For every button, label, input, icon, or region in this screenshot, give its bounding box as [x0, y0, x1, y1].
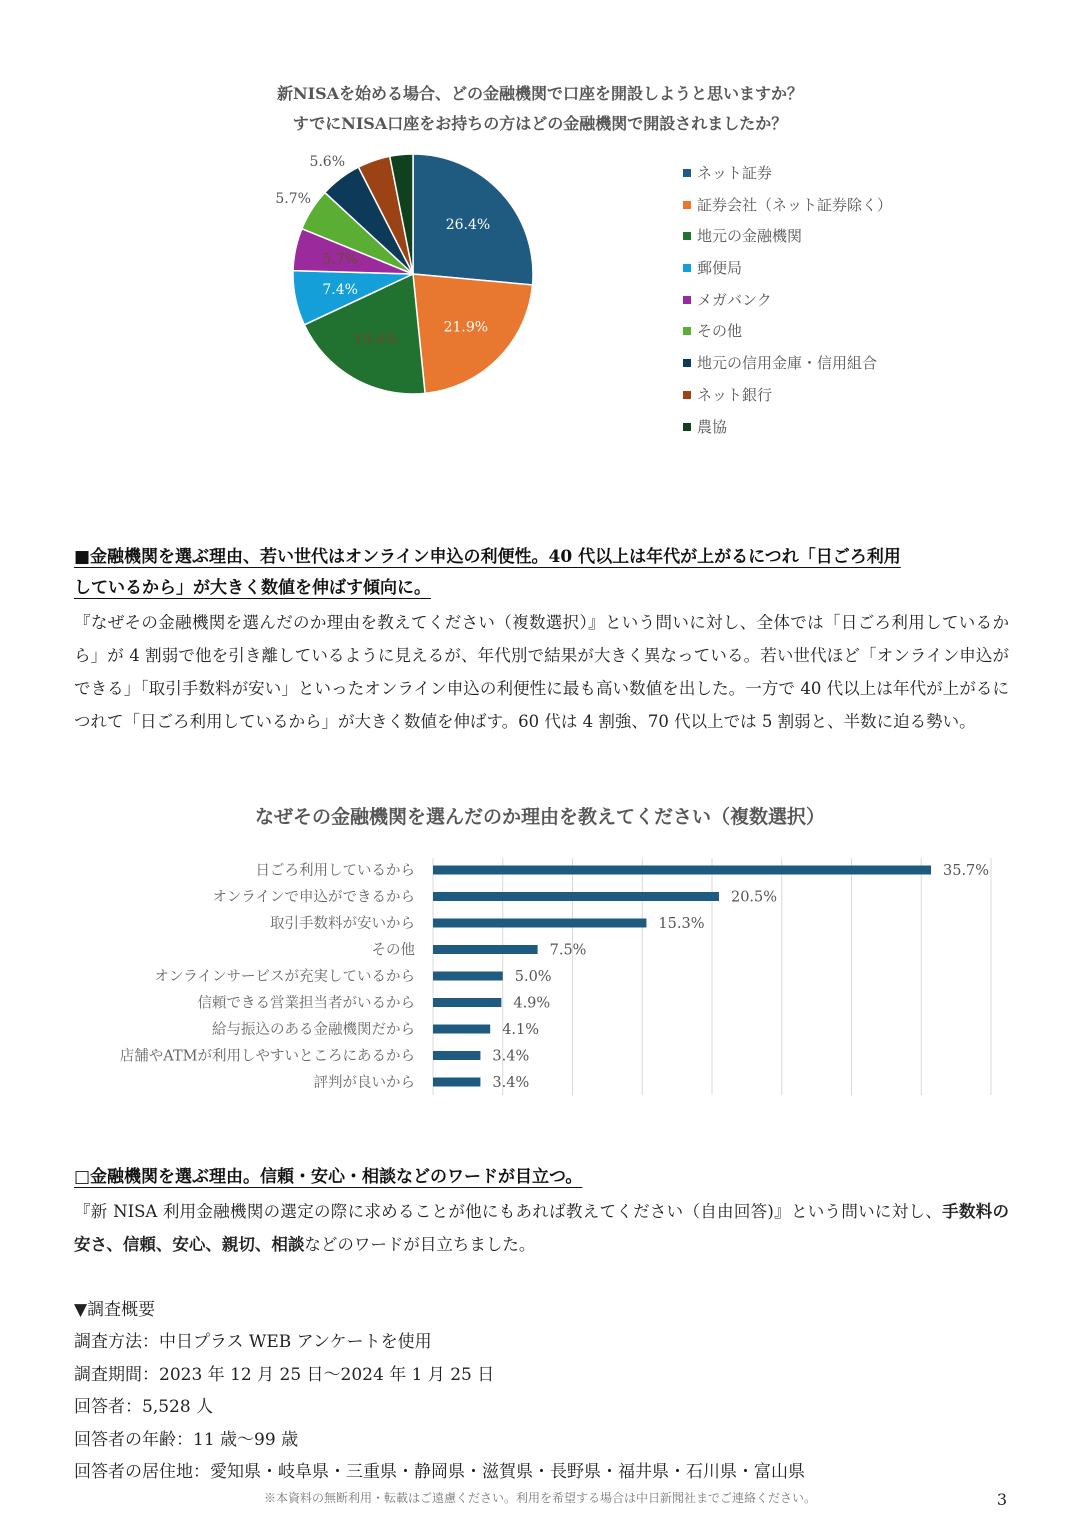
bar-category-label-4: その他 [371, 942, 415, 959]
legend-swatch [683, 232, 691, 240]
bar-value-label-3: 15.3% [658, 916, 705, 932]
bar-category-label-3: 取引手数料が安いから [270, 916, 415, 932]
bar-value-label-4: 7.5% [549, 942, 587, 959]
keyword-sep1: 、 [106, 1235, 123, 1254]
bar-chart-title: なぜその金融機関を選んだのか理由を教えてください（複数選択） [254, 806, 825, 828]
section1-heading [74, 542, 1009, 604]
pie-data-label-6: 5.7% [275, 190, 311, 207]
section2-body-part1: 『新 NISA 利用金融機関の選定の際に求めることが他にもあれば教えてください（自由回答)』という問いに対し、 [74, 1202, 943, 1221]
survey-respondents: 回答者：5,528 人 [74, 1397, 214, 1417]
keyword-kindness: 親切 [221, 1235, 255, 1254]
legend-item-8 [683, 380, 892, 412]
legend-swatch [683, 327, 691, 335]
pie-data-label-4: 7.4% [322, 282, 358, 299]
survey-residence: 回答者の居住地：愛知県・岐阜県・三重県・静岡県・滋賀県・長野県・福井県・石川県・富山県 [74, 1462, 805, 1482]
bar-value-label-7: 4.1% [502, 1022, 540, 1038]
bar-category-label-8: 店舗やATMが利用しやすいところにあるから [119, 1048, 415, 1065]
legend-swatch [683, 201, 691, 209]
pie-data-label-1: 26.4% [445, 216, 491, 233]
survey-age: 回答者の年齢：11 歳～99 歳 [74, 1430, 299, 1450]
bar-value-label-6: 4.9% [513, 995, 551, 1012]
keyword-low-fees: 手数料の安さ [74, 1202, 1009, 1254]
section2-body [74, 1195, 1009, 1261]
pie-chart-title-line2: すでにNISA口座をお持ちの方はどの金融機関で開設されましたか？ [292, 114, 788, 133]
legend-label: ネット証券 [697, 164, 773, 182]
bar-value-label-5: 5.0% [514, 969, 552, 985]
section2-heading-text: □金融機関を選ぶ理由。信頼・安心・相談などのワードが目立つ。 [74, 1167, 583, 1187]
section2-heading [74, 1162, 1009, 1193]
bar-category-label-9: 評判が良いから [313, 1075, 415, 1091]
footer-note: ※本資料の無断利用・転載はご遠慮ください。利用を希望する場合は中日新聞社までご連絡ください。 [263, 1491, 816, 1505]
legend-label: 証券会社（ネット証券除く） [697, 195, 893, 214]
survey-heading: ▼調査概要 [74, 1300, 156, 1320]
keyword-sep4: 、 [254, 1235, 272, 1254]
bar-category-label-6: 信頼できる営業担当者がいるから [197, 995, 415, 1012]
survey-period: 調査期間：2023 年 12 月 25 日～2024 年 1 月 25 日 [74, 1365, 495, 1385]
pie-data-label-3: 19.6% [354, 331, 399, 348]
section1-body: 『なぜその金融機関を選んだのか理由を教えてください（複数選択）』という問いに対し、全体では「日ごろ利用しているから」が 4 割弱で他を引き離しているように見えるが、年代別で結果が大きく異なっている。若い世代ほど「オンライン申込ができる」「取引手数料が安い」といったオンライン申込の利便性に最も高い数値を出した。一方で 40 代以上は年代が上がるにつれて「日ごろ利用しているから」が大きく数値を伸ばす。60 代は 4 割強、70 代以上では 5 割弱と、半数に迫る勢い。 [74, 613, 1009, 731]
bar-value-label-9: 3.4% [492, 1075, 530, 1091]
legend-label: 郵便局 [697, 259, 743, 278]
legend-swatch [683, 264, 691, 272]
legend-label: その他 [697, 322, 743, 341]
legend-label: メガバンク [697, 290, 772, 309]
section1-heading-line2: しているから」が大きく数値を伸ばす傾向に。 [74, 578, 431, 598]
pie-chart-title-line1: 新NISAを始める場合、どの金融機関で口座を開設しようと思いますか？ [276, 84, 804, 103]
bar-6 [433, 998, 501, 1007]
keyword-safety: 安心 [172, 1235, 206, 1254]
keyword-trust: 信頼 [122, 1235, 156, 1254]
bar-category-label-7: 給与振込のある金融機関だから [212, 1022, 415, 1038]
bar-category-label-1: 日ごろ利用しているから [255, 863, 415, 879]
legend-swatch [683, 391, 691, 399]
bar-category-label-5: オンラインサービスが充実しているから [154, 969, 415, 985]
legend-item-6 [683, 316, 892, 348]
legend-swatch [683, 169, 691, 177]
legend-swatch [683, 423, 691, 431]
bar-5 [433, 972, 503, 981]
bar-value-label-8: 3.4% [492, 1048, 530, 1065]
keyword-consultation: 相談 [271, 1235, 305, 1254]
pie-data-label-5: 5.7% [322, 251, 358, 268]
legend-item-3 [683, 221, 892, 253]
pie-chart-legend [683, 158, 892, 443]
pie-data-label-7: 5.6% [309, 153, 346, 170]
legend-label: 地元の信用金庫・信用組合 [697, 354, 878, 373]
bar-category-label-2: オンラインで申込ができるから [212, 889, 415, 906]
legend-item-1 [683, 158, 892, 190]
section1-heading-line1: ■金融機関を選ぶ理由、若い世代はオンライン申込の利便性。40 代以上は年代が上がるにつれ「日ごろ利用 [74, 547, 901, 567]
survey-method: 調査方法：中日プラス WEB アンケートを使用 [74, 1332, 432, 1352]
legend-label: 農協 [697, 417, 728, 436]
bar-value-label-2: 20.5% [730, 889, 778, 906]
bar-7 [433, 1025, 490, 1034]
bar-2 [433, 892, 719, 901]
keyword-sep2: 、 [155, 1235, 173, 1254]
legend-swatch [683, 296, 691, 304]
pie-data-label-2: 21.9% [443, 319, 489, 336]
legend-item-5 [683, 285, 892, 317]
keyword-sep3: 、 [205, 1235, 222, 1254]
legend-label: ネット銀行 [697, 385, 773, 404]
pie-chart [260, 150, 580, 440]
bar-value-label-1: 35.7% [943, 863, 990, 879]
legend-swatch [683, 359, 691, 367]
legend-item-4 [683, 253, 892, 285]
page-number: 3 [996, 1490, 1007, 1509]
bar-1 [433, 866, 931, 875]
legend-item-9 [683, 412, 892, 444]
bar-9 [433, 1078, 480, 1087]
legend-item-7 [683, 348, 892, 380]
bar-8 [433, 1051, 480, 1060]
section2-body-part2: などのワードが目立ちました。 [304, 1235, 536, 1254]
bar-4 [433, 945, 538, 954]
bar-chart [0, 850, 1080, 1100]
legend-label: 地元の金融機関 [697, 227, 803, 246]
legend-item-2 [683, 190, 892, 222]
bar-3 [433, 919, 646, 928]
